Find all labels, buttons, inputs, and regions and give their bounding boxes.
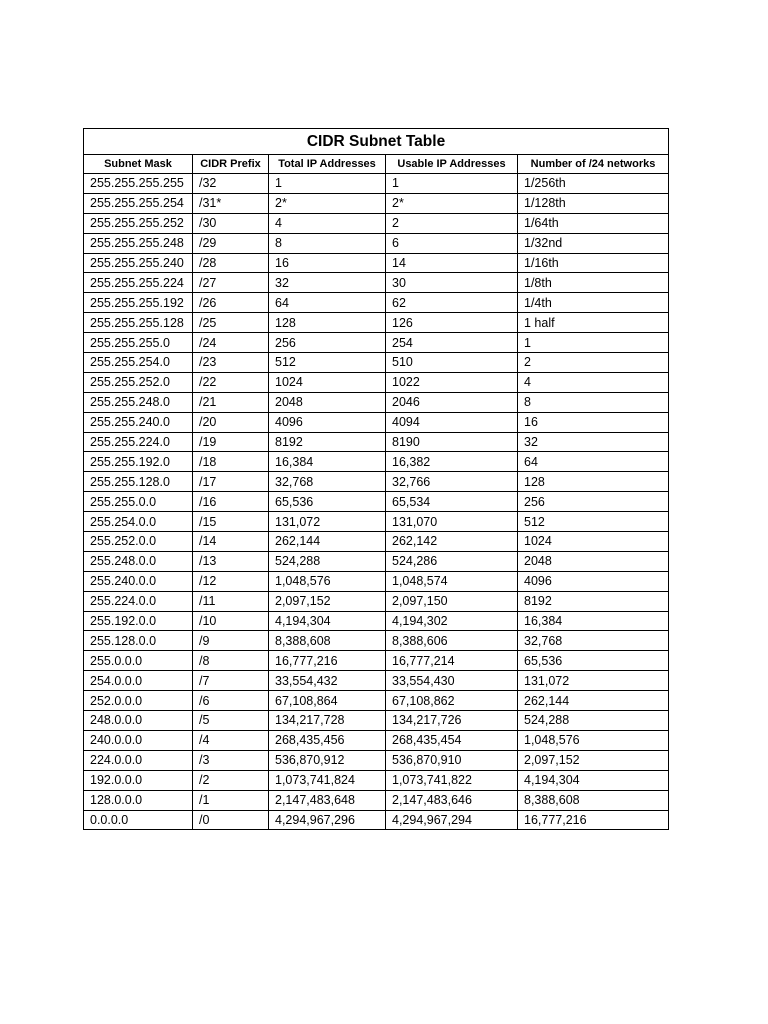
- usable-ip-cell: 254: [386, 333, 518, 353]
- total-ip-cell: 32: [269, 273, 386, 293]
- networks-24-cell: 1/256th: [518, 174, 669, 194]
- networks-24-cell: 1,048,576: [518, 730, 669, 750]
- networks-24-cell: 16: [518, 412, 669, 432]
- subnet-mask-cell: 240.0.0.0: [84, 730, 193, 750]
- cidr-prefix-cell: /21: [193, 392, 269, 412]
- cidr-subnet-table: [83, 128, 669, 830]
- total-ip-cell: 2,147,483,648: [269, 790, 386, 810]
- table-row: [84, 551, 669, 571]
- networks-24-cell: 65,536: [518, 651, 669, 671]
- table-row: [84, 372, 669, 392]
- usable-ip-cell: 65,534: [386, 492, 518, 512]
- cidr-prefix-cell: /27: [193, 273, 269, 293]
- subnet-mask-cell: 255.255.255.255: [84, 174, 193, 194]
- networks-24-cell: 1/16th: [518, 253, 669, 273]
- cidr-prefix-cell: /22: [193, 372, 269, 392]
- table-row: [84, 492, 669, 512]
- subnet-mask-cell: 255.128.0.0: [84, 631, 193, 651]
- usable-ip-cell: 16,777,214: [386, 651, 518, 671]
- subnet-mask-cell: 255.255.255.128: [84, 313, 193, 333]
- networks-24-cell: 128: [518, 472, 669, 492]
- subnet-mask-cell: 255.192.0.0: [84, 611, 193, 631]
- table-title: CIDR Subnet Table: [84, 129, 669, 155]
- subnet-mask-cell: 192.0.0.0: [84, 770, 193, 790]
- table-row: [84, 412, 669, 432]
- usable-ip-cell: 134,217,726: [386, 711, 518, 731]
- subnet-mask-cell: 254.0.0.0: [84, 671, 193, 691]
- usable-ip-cell: 2,097,150: [386, 591, 518, 611]
- table-row: [84, 452, 669, 472]
- cidr-prefix-cell: /16: [193, 492, 269, 512]
- cidr-prefix-cell: /23: [193, 353, 269, 373]
- cidr-prefix-cell: /2: [193, 770, 269, 790]
- column-header-total-ip-addresses: Total IP Addresses: [269, 155, 386, 174]
- table-row: [84, 671, 669, 691]
- cidr-prefix-cell: /13: [193, 551, 269, 571]
- usable-ip-cell: 2*: [386, 193, 518, 213]
- usable-ip-cell: 33,554,430: [386, 671, 518, 691]
- table-row: [84, 730, 669, 750]
- subnet-mask-cell: 255.248.0.0: [84, 551, 193, 571]
- table-row: [84, 233, 669, 253]
- cidr-prefix-cell: /15: [193, 512, 269, 532]
- subnet-mask-cell: 255.255.224.0: [84, 432, 193, 452]
- usable-ip-cell: 62: [386, 293, 518, 313]
- networks-24-cell: 32,768: [518, 631, 669, 651]
- usable-ip-cell: 131,070: [386, 512, 518, 532]
- cidr-prefix-cell: /18: [193, 452, 269, 472]
- networks-24-cell: 64: [518, 452, 669, 472]
- cidr-prefix-cell: /10: [193, 611, 269, 631]
- cidr-prefix-cell: /6: [193, 691, 269, 711]
- table-row: [84, 691, 669, 711]
- networks-24-cell: 512: [518, 512, 669, 532]
- usable-ip-cell: 524,286: [386, 551, 518, 571]
- total-ip-cell: 4,294,967,296: [269, 810, 386, 830]
- cidr-prefix-cell: /7: [193, 671, 269, 691]
- total-ip-cell: 16: [269, 253, 386, 273]
- subnet-mask-cell: 255.255.240.0: [84, 412, 193, 432]
- total-ip-cell: 134,217,728: [269, 711, 386, 731]
- column-header-number-of-24-networks: Number of /24 networks: [518, 155, 669, 174]
- total-ip-cell: 2048: [269, 392, 386, 412]
- usable-ip-cell: 2,147,483,646: [386, 790, 518, 810]
- subnet-mask-cell: 255.0.0.0: [84, 651, 193, 671]
- table-row: [84, 213, 669, 233]
- total-ip-cell: 524,288: [269, 551, 386, 571]
- subnet-mask-cell: 128.0.0.0: [84, 790, 193, 810]
- usable-ip-cell: 30: [386, 273, 518, 293]
- networks-24-cell: 256: [518, 492, 669, 512]
- usable-ip-cell: 8190: [386, 432, 518, 452]
- subnet-mask-cell: 255.255.255.224: [84, 273, 193, 293]
- table-row: [84, 571, 669, 591]
- networks-24-cell: 262,144: [518, 691, 669, 711]
- table-row: [84, 253, 669, 273]
- usable-ip-cell: 1022: [386, 372, 518, 392]
- total-ip-cell: 8,388,608: [269, 631, 386, 651]
- table-row: [84, 392, 669, 412]
- usable-ip-cell: 4094: [386, 412, 518, 432]
- total-ip-cell: 65,536: [269, 492, 386, 512]
- usable-ip-cell: 6: [386, 233, 518, 253]
- subnet-mask-cell: 255.254.0.0: [84, 512, 193, 532]
- usable-ip-cell: 4,294,967,294: [386, 810, 518, 830]
- cidr-prefix-cell: /9: [193, 631, 269, 651]
- table-row: [84, 432, 669, 452]
- cidr-prefix-cell: /0: [193, 810, 269, 830]
- cidr-prefix-cell: /17: [193, 472, 269, 492]
- total-ip-cell: 33,554,432: [269, 671, 386, 691]
- networks-24-cell: 2,097,152: [518, 750, 669, 770]
- networks-24-cell: 8192: [518, 591, 669, 611]
- networks-24-cell: 1/8th: [518, 273, 669, 293]
- networks-24-cell: 4096: [518, 571, 669, 591]
- subnet-mask-cell: 255.255.0.0: [84, 492, 193, 512]
- cidr-prefix-cell: /19: [193, 432, 269, 452]
- total-ip-cell: 2,097,152: [269, 591, 386, 611]
- table-row: [84, 353, 669, 373]
- usable-ip-cell: 510: [386, 353, 518, 373]
- column-header-subnet-mask: Subnet Mask: [84, 155, 193, 174]
- networks-24-cell: 1/128th: [518, 193, 669, 213]
- usable-ip-cell: 1: [386, 174, 518, 194]
- networks-24-cell: 8,388,608: [518, 790, 669, 810]
- subnet-mask-cell: 255.255.252.0: [84, 372, 193, 392]
- subnet-mask-cell: 255.252.0.0: [84, 532, 193, 552]
- subnet-mask-cell: 255.255.248.0: [84, 392, 193, 412]
- total-ip-cell: 256: [269, 333, 386, 353]
- table-row: [84, 532, 669, 552]
- header-row: [84, 155, 669, 174]
- table-row: [84, 591, 669, 611]
- total-ip-cell: 16,384: [269, 452, 386, 472]
- usable-ip-cell: 1,073,741,822: [386, 770, 518, 790]
- subnet-mask-cell: 255.255.255.248: [84, 233, 193, 253]
- usable-ip-cell: 262,142: [386, 532, 518, 552]
- networks-24-cell: 4,194,304: [518, 770, 669, 790]
- networks-24-cell: 16,384: [518, 611, 669, 631]
- total-ip-cell: 128: [269, 313, 386, 333]
- networks-24-cell: 2: [518, 353, 669, 373]
- table-row: [84, 472, 669, 492]
- usable-ip-cell: 2046: [386, 392, 518, 412]
- usable-ip-cell: 4,194,302: [386, 611, 518, 631]
- cidr-prefix-cell: /3: [193, 750, 269, 770]
- total-ip-cell: 1,048,576: [269, 571, 386, 591]
- cidr-prefix-cell: /12: [193, 571, 269, 591]
- usable-ip-cell: 14: [386, 253, 518, 273]
- total-ip-cell: 32,768: [269, 472, 386, 492]
- total-ip-cell: 1,073,741,824: [269, 770, 386, 790]
- subnet-mask-cell: 0.0.0.0: [84, 810, 193, 830]
- networks-24-cell: 8: [518, 392, 669, 412]
- networks-24-cell: 4: [518, 372, 669, 392]
- usable-ip-cell: 8,388,606: [386, 631, 518, 651]
- usable-ip-cell: 16,382: [386, 452, 518, 472]
- total-ip-cell: 262,144: [269, 532, 386, 552]
- subnet-mask-cell: 255.255.255.0: [84, 333, 193, 353]
- cidr-prefix-cell: /25: [193, 313, 269, 333]
- table-row: [84, 770, 669, 790]
- total-ip-cell: 1024: [269, 372, 386, 392]
- total-ip-cell: 268,435,456: [269, 730, 386, 750]
- cidr-subnet-table-sheet: [83, 128, 668, 830]
- cidr-prefix-cell: /30: [193, 213, 269, 233]
- total-ip-cell: 16,777,216: [269, 651, 386, 671]
- table-row: [84, 293, 669, 313]
- subnet-mask-cell: 255.255.255.254: [84, 193, 193, 213]
- subnet-mask-cell: 224.0.0.0: [84, 750, 193, 770]
- subnet-mask-cell: 252.0.0.0: [84, 691, 193, 711]
- total-ip-cell: 2*: [269, 193, 386, 213]
- cidr-prefix-cell: /26: [193, 293, 269, 313]
- networks-24-cell: 16,777,216: [518, 810, 669, 830]
- networks-24-cell: 1/4th: [518, 293, 669, 313]
- networks-24-cell: 131,072: [518, 671, 669, 691]
- table-row: [84, 512, 669, 532]
- total-ip-cell: 536,870,912: [269, 750, 386, 770]
- table-row: [84, 313, 669, 333]
- table-row: [84, 174, 669, 194]
- usable-ip-cell: 1,048,574: [386, 571, 518, 591]
- cidr-prefix-cell: /32: [193, 174, 269, 194]
- cidr-prefix-cell: /1: [193, 790, 269, 810]
- table-row: [84, 750, 669, 770]
- subnet-mask-cell: 255.255.192.0: [84, 452, 193, 472]
- table-row: [84, 790, 669, 810]
- total-ip-cell: 8: [269, 233, 386, 253]
- cidr-prefix-cell: /5: [193, 711, 269, 731]
- subnet-mask-cell: 255.255.255.252: [84, 213, 193, 233]
- usable-ip-cell: 2: [386, 213, 518, 233]
- subnet-mask-cell: 255.255.255.192: [84, 293, 193, 313]
- cidr-prefix-cell: /29: [193, 233, 269, 253]
- table-row: [84, 810, 669, 830]
- total-ip-cell: 4,194,304: [269, 611, 386, 631]
- column-header-usable-ip-addresses: Usable IP Addresses: [386, 155, 518, 174]
- cidr-prefix-cell: /14: [193, 532, 269, 552]
- total-ip-cell: 512: [269, 353, 386, 373]
- networks-24-cell: 1024: [518, 532, 669, 552]
- table-row: [84, 333, 669, 353]
- subnet-mask-cell: 255.255.255.240: [84, 253, 193, 273]
- table-row: [84, 631, 669, 651]
- networks-24-cell: 2048: [518, 551, 669, 571]
- total-ip-cell: 4096: [269, 412, 386, 432]
- subnet-mask-cell: 255.240.0.0: [84, 571, 193, 591]
- table-row: [84, 611, 669, 631]
- cidr-prefix-cell: /28: [193, 253, 269, 273]
- table-body: [84, 174, 669, 830]
- total-ip-cell: 1: [269, 174, 386, 194]
- networks-24-cell: 1/32nd: [518, 233, 669, 253]
- table-row: [84, 193, 669, 213]
- cidr-prefix-cell: /8: [193, 651, 269, 671]
- cidr-prefix-cell: /31*: [193, 193, 269, 213]
- table-row: [84, 273, 669, 293]
- subnet-mask-cell: 255.224.0.0: [84, 591, 193, 611]
- networks-24-cell: 32: [518, 432, 669, 452]
- total-ip-cell: 8192: [269, 432, 386, 452]
- cidr-prefix-cell: /4: [193, 730, 269, 750]
- usable-ip-cell: 536,870,910: [386, 750, 518, 770]
- usable-ip-cell: 67,108,862: [386, 691, 518, 711]
- total-ip-cell: 64: [269, 293, 386, 313]
- usable-ip-cell: 126: [386, 313, 518, 333]
- cidr-prefix-cell: /11: [193, 591, 269, 611]
- column-header-cidr-prefix: CIDR Prefix: [193, 155, 269, 174]
- networks-24-cell: 1/64th: [518, 213, 669, 233]
- usable-ip-cell: 32,766: [386, 472, 518, 492]
- cidr-prefix-cell: /24: [193, 333, 269, 353]
- table-row: [84, 651, 669, 671]
- cidr-prefix-cell: /20: [193, 412, 269, 432]
- subnet-mask-cell: 255.255.128.0: [84, 472, 193, 492]
- subnet-mask-cell: 255.255.254.0: [84, 353, 193, 373]
- networks-24-cell: 1: [518, 333, 669, 353]
- subnet-mask-cell: 248.0.0.0: [84, 711, 193, 731]
- usable-ip-cell: 268,435,454: [386, 730, 518, 750]
- table-row: [84, 711, 669, 731]
- total-ip-cell: 4: [269, 213, 386, 233]
- total-ip-cell: 131,072: [269, 512, 386, 532]
- networks-24-cell: 1 half: [518, 313, 669, 333]
- networks-24-cell: 524,288: [518, 711, 669, 731]
- total-ip-cell: 67,108,864: [269, 691, 386, 711]
